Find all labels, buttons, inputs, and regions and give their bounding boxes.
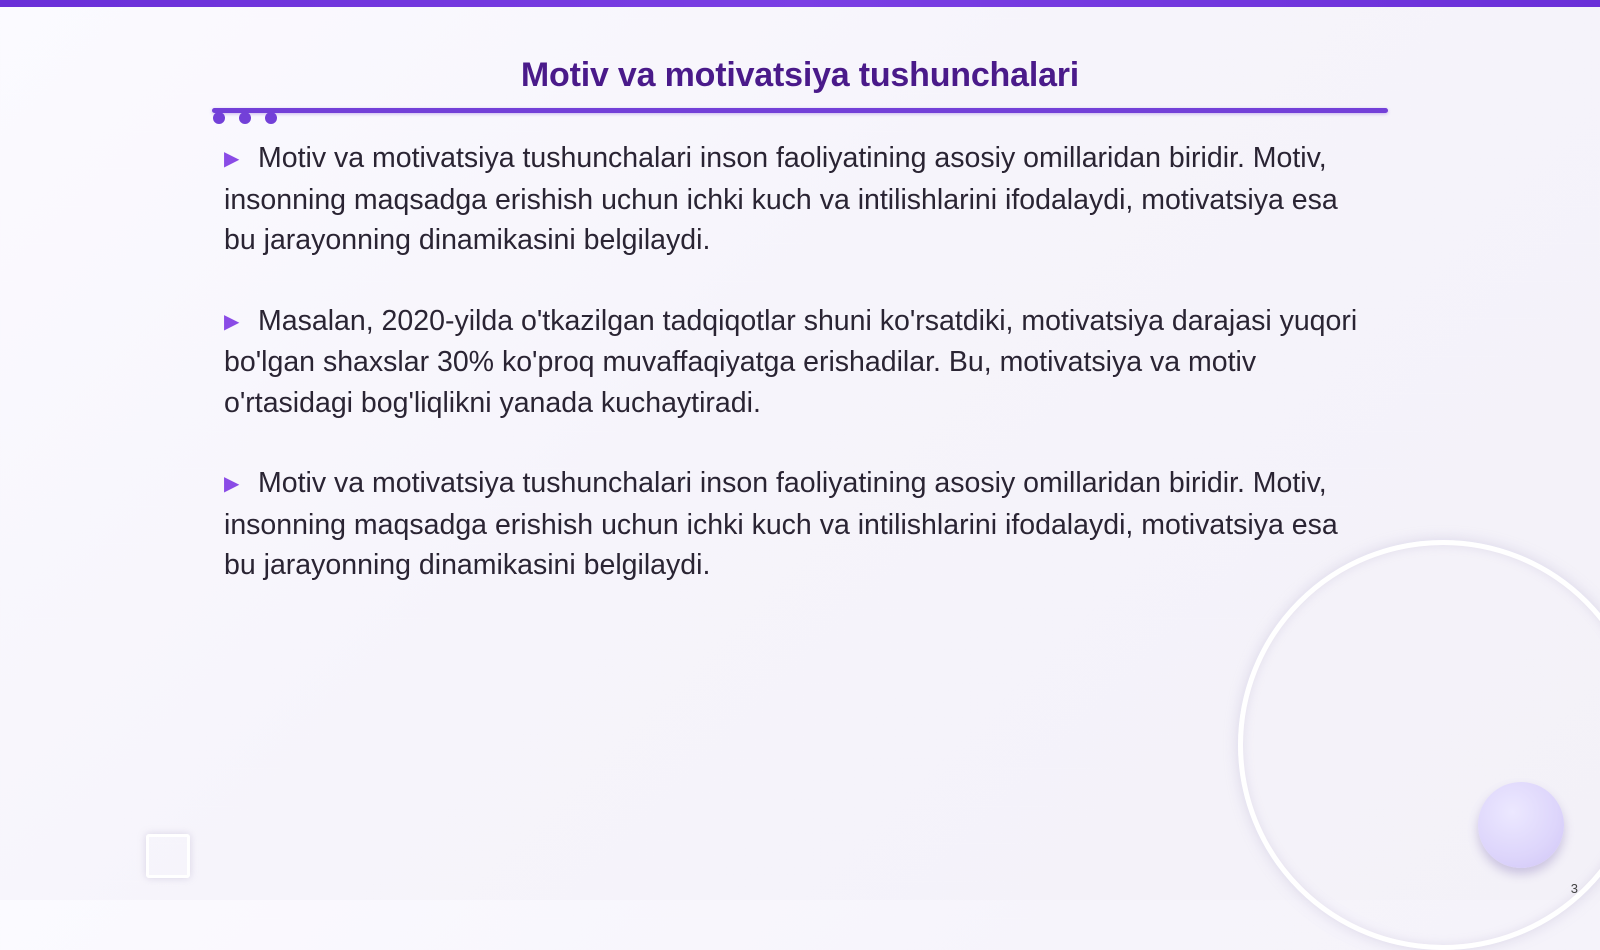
page-number: 3 xyxy=(1570,881,1578,896)
triangle-bullet-icon: ▶ xyxy=(224,148,240,170)
bullet-text: Masalan, 2020-yilda o'tkazilgan tadqiqotlar shuni ko'rsatdiki, motivatsiya darajasi yuqori bo'lgan shaxslar 30% ko'proq muvaffaqiyatga erishadilar. Bu, motivatsiya va motiv o'rtasidagi bog'liqlikni yanada kuchaytiradi. xyxy=(224,304,1358,419)
bullet-text: Motiv va motivatsiya tushunchalari inson faoliyatining asosiy omillaridan biridir. Motiv, insonning maqsadga erishish uchun ichki kuch va intilishlarini ifodalaydi, motivatsiya esa bu jarayonning dinamikasini belgilaydi. xyxy=(224,142,1338,256)
triangle-bullet-icon: ▶ xyxy=(224,473,240,495)
triangle-bullet-icon: ▶ xyxy=(224,310,240,333)
bullet-item xyxy=(224,463,1364,586)
bullet-item xyxy=(224,301,1364,424)
decorative-dot xyxy=(239,112,251,124)
bullet-item xyxy=(224,138,1364,261)
decorative-sphere xyxy=(1478,782,1564,868)
top-accent-bar xyxy=(0,0,1600,7)
slide-body xyxy=(224,138,1364,626)
decorative-square xyxy=(146,834,190,878)
slide-title: Motiv va motivatsiya tushunchalari xyxy=(520,56,1080,94)
title-underline xyxy=(212,108,1388,113)
decorative-dot xyxy=(213,112,225,124)
decorative-dot xyxy=(265,112,277,124)
bullet-text: Motiv va motivatsiya tushunchalari inson faoliyatining asosiy omillaridan biridir. Motiv, insonning maqsadga erishish uchun ichki kuch va intilishlarini ifodalaydi, motivatsiya esa bu jarayonning dinamikasini belgilaydi. xyxy=(224,467,1338,581)
